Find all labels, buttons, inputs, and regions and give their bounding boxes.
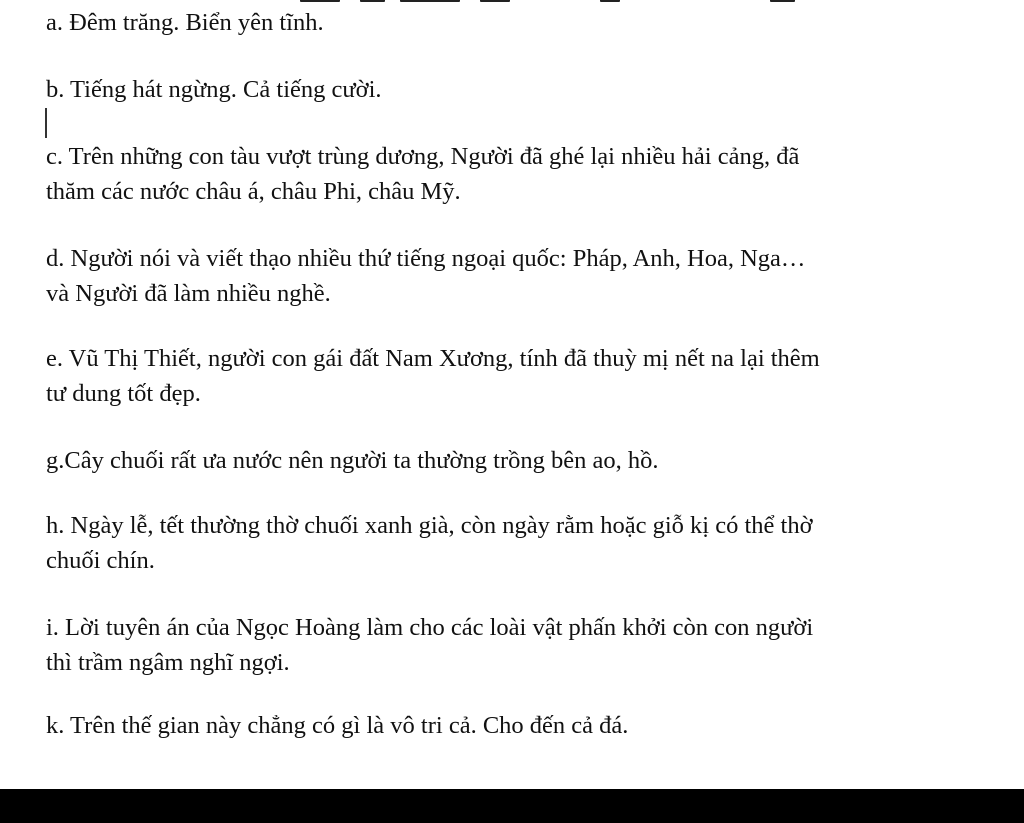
paragraph-line: c. Trên những con tàu vượt trùng dương, Người đã ghé lại nhiều hải cảng, đã (46, 143, 800, 170)
paragraph-line: b. Tiếng hát ngừng. Cả tiếng cười. (46, 76, 382, 103)
paragraph-h (46, 508, 996, 578)
paragraph-line: và Người đã làm nhiều nghề. (46, 280, 331, 307)
paragraph-line: thăm các nước châu á, châu Phi, châu Mỹ. (46, 178, 461, 205)
paragraph-d (46, 241, 996, 311)
paragraph-g (46, 443, 996, 478)
paragraph-i (46, 610, 996, 680)
paragraph-k (46, 708, 996, 743)
paragraph-line: thì trầm ngâm nghĩ ngợi. (46, 649, 290, 676)
paragraph-line: d. Người nói và viết thạo nhiều thứ tiếng ngoại quốc: Pháp, Anh, Hoa, Nga… (46, 245, 806, 272)
paragraph-line: k. Trên thế gian này chẳng có gì là vô tri cả. Cho đến cả đá. (46, 712, 629, 739)
paragraph-line: chuối chín. (46, 547, 155, 574)
paragraph-line: i. Lời tuyên án của Ngọc Hoàng làm cho các loài vật phấn khởi còn con người (46, 614, 814, 641)
paragraph-b (46, 72, 996, 107)
paragraph-c (46, 139, 996, 209)
paragraph-line: h. Ngày lễ, tết thường thờ chuối xanh già, còn ngày rằm hoặc giỗ kị có thể thờ (46, 512, 813, 539)
paragraph-line: a. Đêm trăng. Biển yên tĩnh. (46, 9, 324, 36)
paragraph-a (46, 5, 996, 40)
clipped-text-fragment (0, 0, 1024, 4)
paragraph-line: tư dung tốt đẹp. (46, 380, 201, 407)
paragraph-line: e. Vũ Thị Thiết, người con gái đất Nam Xương, tính đã thuỳ mị nết na lại thêm (46, 345, 820, 372)
bottom-black-bar (0, 789, 1024, 823)
paragraph-line: g.Cây chuối rất ưa nước nên người ta thường trồng bên ao, hồ. (46, 447, 659, 474)
paragraph-e (46, 341, 996, 411)
text-cursor (45, 108, 47, 138)
